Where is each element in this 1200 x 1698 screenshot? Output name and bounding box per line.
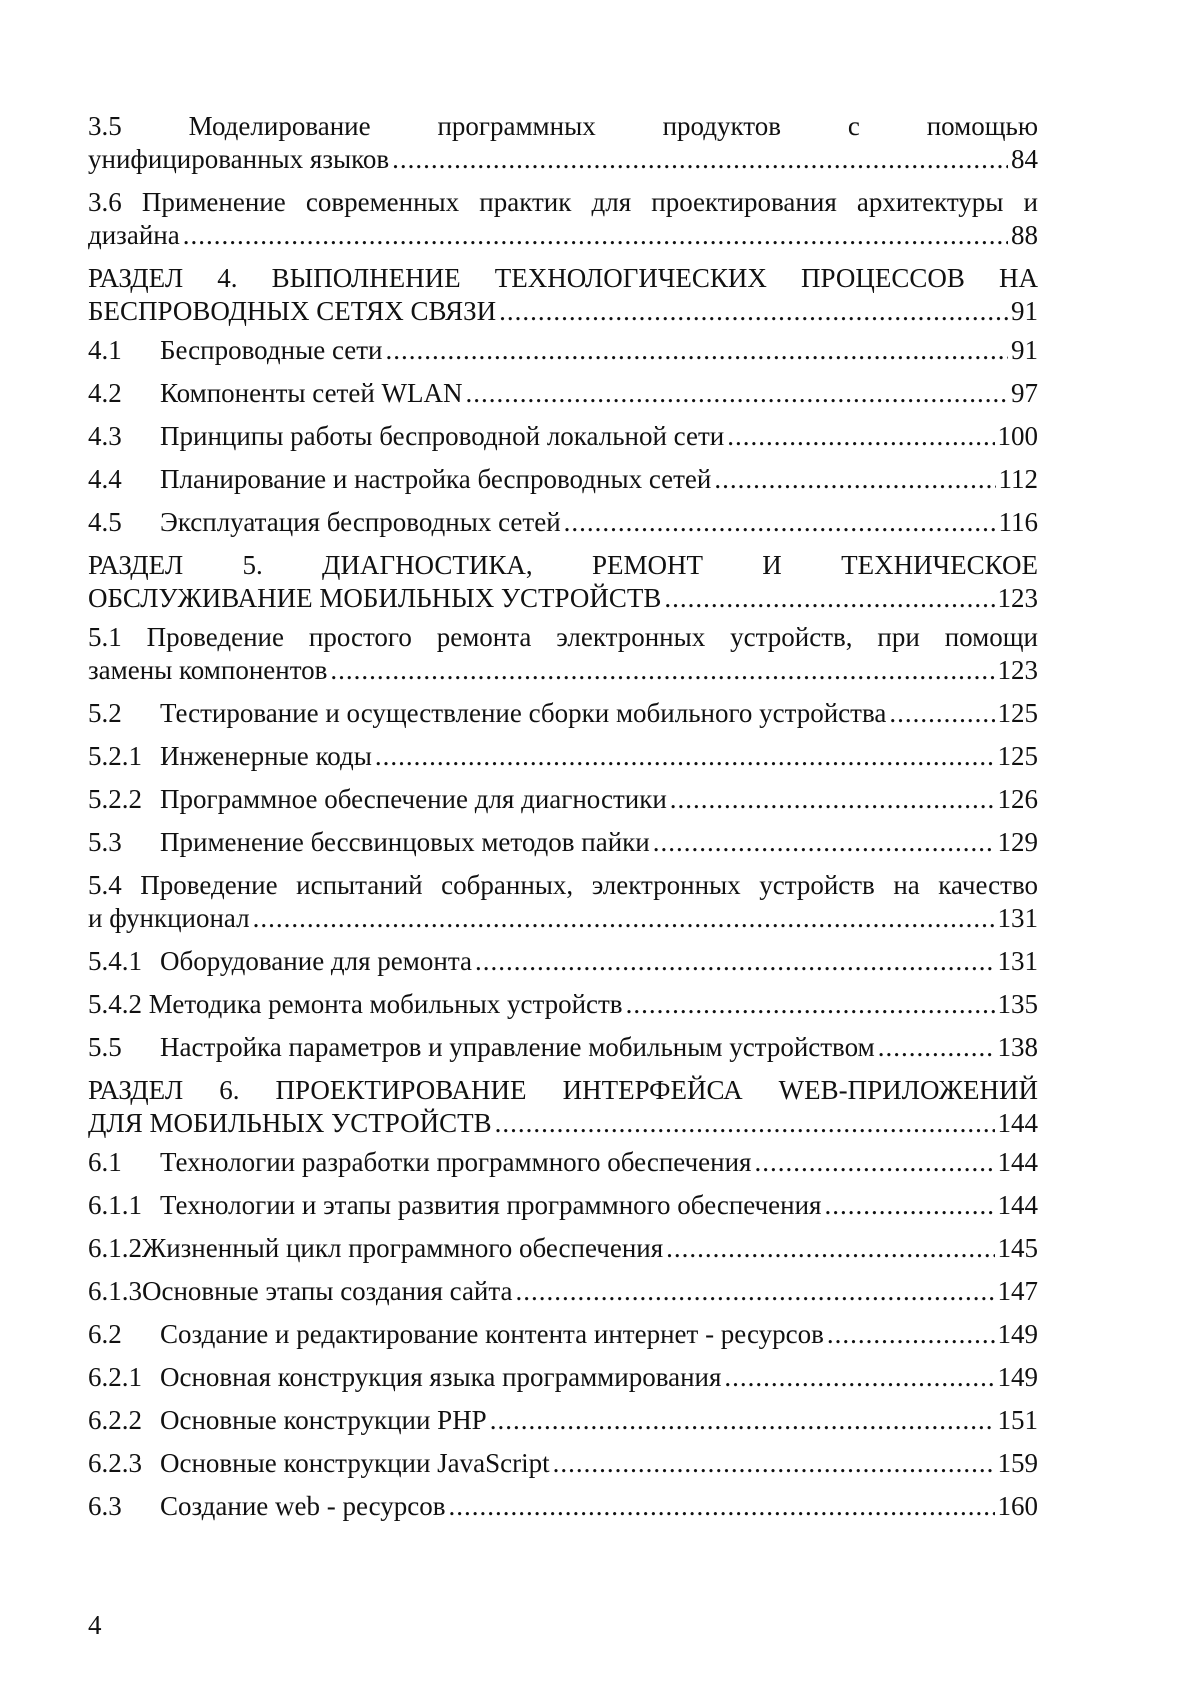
- dot-leader: [183, 219, 1008, 252]
- toc-page-number: 123: [997, 583, 1038, 613]
- toc-entry-number: 4.3: [88, 421, 122, 451]
- toc-entry-number: 6.1.3: [88, 1276, 142, 1306]
- toc-entry: [88, 1275, 1038, 1308]
- toc-entry-title: Основные конструкции JavaScript: [160, 1448, 550, 1478]
- toc-entry-title: Технологии и этапы развития программного обеспечения: [160, 1190, 822, 1220]
- toc-page-number: 145: [997, 1233, 1038, 1263]
- toc-page-number: 88: [1011, 220, 1038, 250]
- toc-chapter-first-line: РАЗДЕЛ 4. ВЫПОЛНЕНИЕ ТЕХНОЛОГИЧЕСКИХ ПРОЦЕССОВ НА: [88, 263, 1038, 293]
- toc-chapter: [88, 1074, 1038, 1140]
- toc-entry-title: замены компонентов: [88, 655, 328, 685]
- toc-page-number: 91: [1011, 296, 1038, 326]
- toc-entry-title: Инженерные коды: [160, 741, 372, 771]
- toc-entry: [88, 945, 1038, 978]
- toc-entry-title: Эксплуатация беспроводных сетей: [160, 507, 561, 537]
- dot-leader: [664, 582, 994, 615]
- toc-entry: [88, 1361, 1038, 1394]
- dot-leader: [495, 1107, 995, 1140]
- toc-entry-title: Беспроводные сети: [160, 335, 383, 365]
- dot-leader: [564, 506, 996, 539]
- toc-entry-title: Жизненный цикл программного обеспечения: [142, 1233, 664, 1263]
- dot-leader: [386, 334, 1009, 367]
- toc-entry-title: и функционал: [88, 903, 250, 933]
- toc-entry-title: Настройка параметров и управление мобильным устройством: [160, 1032, 875, 1062]
- toc-entry-title-line1: Проведение простого ремонта электронных устройств, при помощи: [146, 622, 1038, 652]
- toc-entry-number: 4.4: [88, 464, 122, 494]
- dot-leader: [714, 463, 995, 496]
- toc-entry: [88, 869, 1038, 935]
- toc-page-number: 160: [997, 1491, 1038, 1521]
- toc-page-number: 147: [997, 1276, 1038, 1306]
- dot-leader: [516, 1275, 995, 1308]
- toc-entry: [88, 621, 1038, 687]
- dot-leader: [827, 1318, 995, 1351]
- toc-entry-number: 5.2.1: [88, 741, 142, 771]
- toc-entry-title: дизайна: [88, 220, 180, 250]
- toc-page-number: 97: [1011, 378, 1038, 408]
- toc-entry: [88, 1232, 1038, 1265]
- dot-leader: [666, 1232, 994, 1265]
- toc-entry-number: 5.3: [88, 827, 122, 857]
- toc-entry-title-line1: Моделирование программных продуктов с помощью: [188, 111, 1038, 141]
- toc-entry-title: унифицированных языков: [88, 144, 390, 174]
- table-of-contents: [88, 110, 1038, 1533]
- toc-entry-title: Компоненты сетей WLAN: [160, 378, 463, 408]
- toc-entry-title: Создание и редактирование контента интернет - ресурсов: [160, 1319, 824, 1349]
- dot-leader: [889, 697, 994, 730]
- toc-entry-number: 4.5: [88, 507, 122, 537]
- toc-entry: [88, 506, 1038, 539]
- dot-leader: [375, 740, 995, 773]
- toc-chapter-title: ДЛЯ МОБИЛЬНЫХ УСТРОЙСТВ: [88, 1108, 492, 1138]
- toc-entry-title-line1: Проведение испытаний собранных, электронных устройств на качество: [140, 870, 1039, 900]
- toc-page-number: 91: [1011, 335, 1038, 365]
- toc-entry-title: Принципы работы беспроводной локальной сети: [160, 421, 725, 451]
- toc-entry-title: Применение бессвинцовых методов пайки: [160, 827, 650, 857]
- toc-entry-number: 4.2: [88, 378, 122, 408]
- toc-entry: [88, 1404, 1038, 1437]
- dot-leader: [466, 377, 1008, 410]
- toc-entry: [88, 420, 1038, 453]
- toc-entry-first-line: [88, 621, 1038, 654]
- toc-page-number: 129: [997, 827, 1038, 857]
- toc-entry-number: 6.3: [88, 1491, 122, 1521]
- toc-page-number: 84: [1011, 144, 1038, 174]
- toc-page-number: 125: [997, 741, 1038, 771]
- toc-entry: [88, 186, 1038, 252]
- toc-entry-title: Основные конструкции PHP: [160, 1405, 487, 1435]
- toc-entry: [88, 1189, 1038, 1222]
- toc-page-number: 144: [997, 1190, 1038, 1220]
- toc-entry-number: 4.1: [88, 335, 122, 365]
- dot-leader: [824, 1189, 994, 1222]
- toc-entry-title: Создание web - ресурсов: [160, 1491, 446, 1521]
- dot-leader: [449, 1490, 995, 1523]
- dot-leader: [626, 988, 995, 1021]
- toc-entry: [88, 1490, 1038, 1523]
- toc-page-number: 123: [997, 655, 1038, 685]
- dot-leader: [392, 143, 1008, 176]
- dot-leader: [253, 902, 995, 935]
- dot-leader: [727, 420, 994, 453]
- toc-entry: [88, 697, 1038, 730]
- toc-entry-number: 5.4.2: [88, 989, 142, 1019]
- dot-leader: [724, 1361, 994, 1394]
- toc-entry-number: 6.1.1: [88, 1190, 142, 1220]
- toc-page-number: 116: [998, 507, 1038, 537]
- toc-entry: [88, 377, 1038, 410]
- toc-page-number: 112: [998, 464, 1038, 494]
- toc-entry-number: 5.2.2: [88, 784, 142, 814]
- toc-page-number: 144: [997, 1147, 1038, 1177]
- toc-page-number: 149: [997, 1319, 1038, 1349]
- toc-entry-number: 6.2.2: [88, 1405, 142, 1435]
- toc-page-number: 138: [997, 1032, 1038, 1062]
- dot-leader: [553, 1447, 995, 1480]
- toc-page-number: 131: [997, 903, 1038, 933]
- toc-entry-number: 6.1.2: [88, 1233, 142, 1263]
- toc-entry: [88, 1318, 1038, 1351]
- toc-entry: [88, 1447, 1038, 1480]
- toc-entry: [88, 334, 1038, 367]
- toc-page-number: 149: [997, 1362, 1038, 1392]
- toc-entry-number: 5.4: [88, 870, 122, 900]
- page-footer-number: 4: [88, 1610, 102, 1640]
- toc-entry-title-line1: Применение современных практик для проектирования архитектуры и: [141, 187, 1039, 217]
- dot-leader: [653, 826, 995, 859]
- toc-chapter: [88, 549, 1038, 615]
- toc-entry-title: Методика ремонта мобильных устройств: [148, 989, 623, 1019]
- toc-entry: [88, 110, 1038, 176]
- toc-entry-number: 6.2: [88, 1319, 122, 1349]
- toc-entry-title: Программное обеспечение для диагностики: [160, 784, 667, 814]
- toc-entry-number: 3.5: [88, 111, 122, 141]
- toc-chapter-title: ОБСЛУЖИВАНИЕ МОБИЛЬНЫХ УСТРОЙСТВ: [88, 583, 662, 613]
- toc-entry-title: Планирование и настройка беспроводных сетей: [160, 464, 712, 494]
- toc-entry-number: 5.4.1: [88, 946, 142, 976]
- toc-chapter-first-line: РАЗДЕЛ 5. ДИАГНОСТИКА, РЕМОНТ И ТЕХНИЧЕСКОЕ: [88, 550, 1038, 580]
- toc-entry-first-line: [88, 110, 1038, 143]
- dot-leader: [490, 1404, 995, 1437]
- toc-entry: [88, 783, 1038, 816]
- toc-entry: [88, 1146, 1038, 1179]
- toc-entry-number: 3.6: [88, 187, 122, 217]
- toc-entry-number: 6.2.1: [88, 1362, 142, 1392]
- toc-entry: [88, 463, 1038, 496]
- toc-entry: [88, 740, 1038, 773]
- dot-leader: [499, 295, 1008, 328]
- toc-chapter-first-line: РАЗДЕЛ 6. ПРОЕКТИРОВАНИЕ ИНТЕРФЕЙСА WEB-ПРИЛОЖЕНИЙ: [88, 1075, 1038, 1105]
- toc-entry-title: Технологии разработки программного обеспечения: [160, 1147, 752, 1177]
- toc-entry-number: 6.2.3: [88, 1448, 142, 1478]
- toc-page-number: 159: [997, 1448, 1038, 1478]
- toc-entry: [88, 1031, 1038, 1064]
- toc-page-number: 131: [997, 946, 1038, 976]
- toc-entry-title: Основные этапы создания сайта: [142, 1276, 513, 1306]
- toc-page-number: 144: [997, 1108, 1038, 1138]
- toc-entry-number: 6.1: [88, 1147, 122, 1177]
- toc-entry-first-line: [88, 869, 1038, 902]
- toc-entry-number: 5.1: [88, 622, 122, 652]
- toc-page-number: 126: [997, 784, 1038, 814]
- toc-entry: [88, 988, 1038, 1021]
- toc-entry-title: Тестирование и осуществление сборки мобильного устройства: [160, 698, 887, 728]
- toc-entry-number: 5.2: [88, 698, 122, 728]
- dot-leader: [754, 1146, 994, 1179]
- toc-chapter-title: БЕСПРОВОДНЫХ СЕТЯХ СВЯЗИ: [88, 296, 497, 326]
- toc-entry-title: Оборудование для ремонта: [160, 946, 472, 976]
- toc-page-number: 151: [997, 1405, 1038, 1435]
- toc-entry-first-line: [88, 186, 1038, 219]
- dot-leader: [330, 654, 994, 687]
- dot-leader: [878, 1031, 995, 1064]
- dot-leader: [475, 945, 995, 978]
- toc-entry-title: Основная конструкция языка программирования: [160, 1362, 722, 1392]
- toc-entry: [88, 826, 1038, 859]
- toc-page-number: 100: [997, 421, 1038, 451]
- toc-page-number: 125: [997, 698, 1038, 728]
- toc-page-number: 135: [997, 989, 1038, 1019]
- dot-leader: [670, 783, 995, 816]
- toc-entry-number: 5.5: [88, 1032, 122, 1062]
- toc-chapter: [88, 262, 1038, 328]
